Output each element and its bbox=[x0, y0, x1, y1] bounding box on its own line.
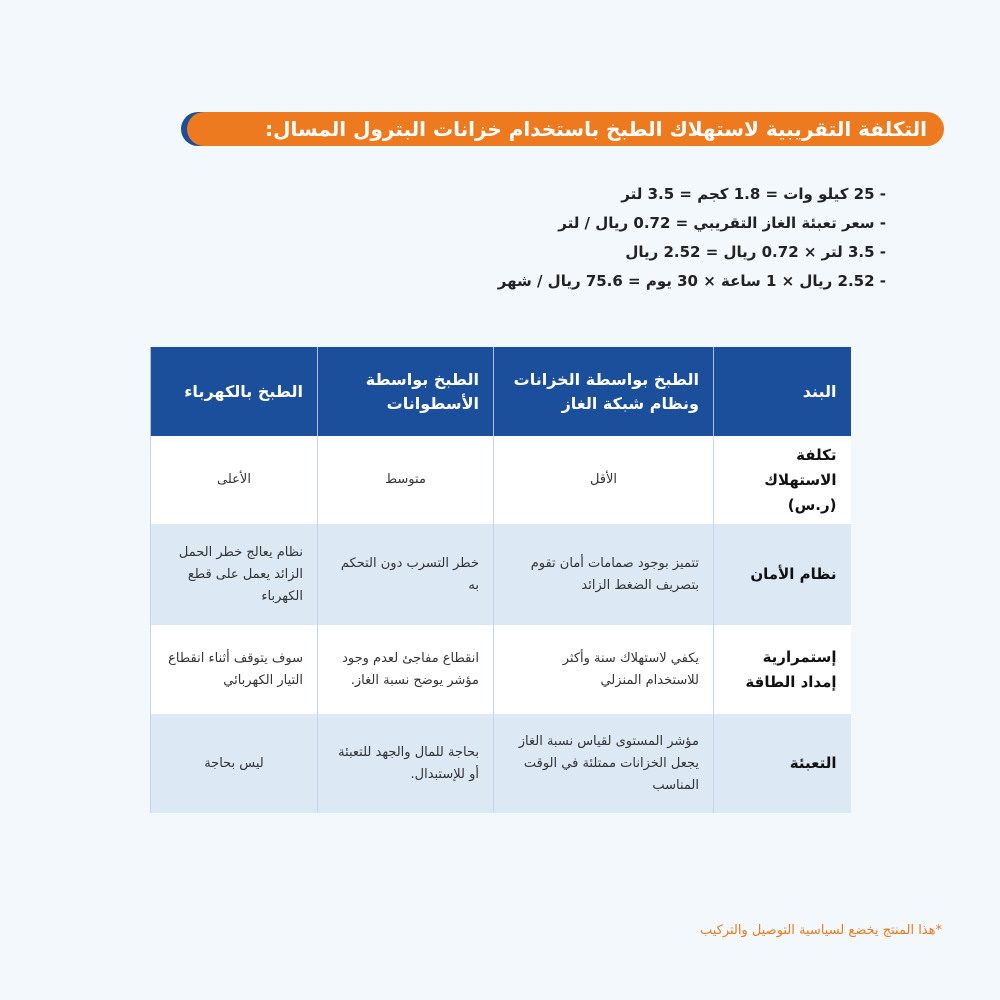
table-cell: سوف يتوقف أثناء انقطاع التيار الكهربائي bbox=[151, 625, 318, 714]
table-row bbox=[151, 714, 851, 813]
table-cell: خطر التسرب دون التحكم به bbox=[318, 524, 494, 625]
calc-line: - 25 كيلو وات = 1.8 كجم = 3.5 لتر bbox=[621, 185, 886, 203]
table-cell: تتميز بوجود صمامات أمان تقوم بتصريف الضغط الزائد bbox=[494, 524, 714, 625]
page-title: التكلفة التقريبية لاستهلاك الطبخ باستخدام خزانات البترول المسال: bbox=[265, 117, 927, 141]
header-cylinders: الطبخ بواسطة الأسطوانات bbox=[318, 347, 494, 436]
header-electric: الطبخ بالكهرباء bbox=[151, 347, 318, 436]
calc-line: - 3.5 لتر × 0.72 ريال = 2.52 ريال bbox=[625, 243, 886, 261]
calculation-list bbox=[326, 180, 886, 296]
table-cell: انقطاع مفاجئ لعدم وجود مؤشر يوضح نسبة الغاز. bbox=[318, 625, 494, 714]
calc-line: - 2.52 ريال × 1 ساعة × 30 يوم = 75.6 ريال / شهر bbox=[497, 272, 886, 290]
header-tanks: الطبخ بواسطة الخزانات ونظام شبكة الغاز bbox=[494, 347, 714, 436]
table-cell: متوسط bbox=[318, 436, 494, 524]
table-row bbox=[151, 436, 851, 524]
table-cell: بحاجة للمال والجهد للتعبئة أو للإستبدال. bbox=[318, 714, 494, 813]
table-header-row bbox=[151, 347, 851, 436]
table-row bbox=[151, 625, 851, 714]
calc-line: - سعر تعبئة الغاز التقريبي = 0.72 ريال / لتر bbox=[558, 214, 886, 232]
table-cell: نظام يعالج خطر الحمل الزائد يعمل على قطع الكهرباء bbox=[151, 524, 318, 625]
table-row bbox=[151, 524, 851, 625]
header-item: البند bbox=[714, 347, 851, 436]
table-cell: يكفي لاستهلاك سنة وأكثر للاستخدام المنزلي bbox=[494, 625, 714, 714]
table-cell: الأقل bbox=[494, 436, 714, 524]
row-label: نظام الأمان bbox=[714, 524, 851, 625]
row-label: التعبئة bbox=[714, 714, 851, 813]
footnote: *هذا المنتج يخضع لسياسية التوصيل والتركيب bbox=[699, 923, 942, 938]
row-label: تكلفة الاستهلاك (ر.س) bbox=[714, 436, 851, 524]
table-cell: مؤشر المستوى لقياس نسبة الغاز يجعل الخزانات ممتلئة في الوقت المناسب bbox=[494, 714, 714, 813]
table-cell: ليس بحاجة bbox=[151, 714, 318, 813]
table-cell: الأعلى bbox=[151, 436, 318, 524]
row-label: إستمرارية إمداد الطاقة bbox=[714, 625, 851, 714]
comparison-table bbox=[150, 347, 851, 813]
